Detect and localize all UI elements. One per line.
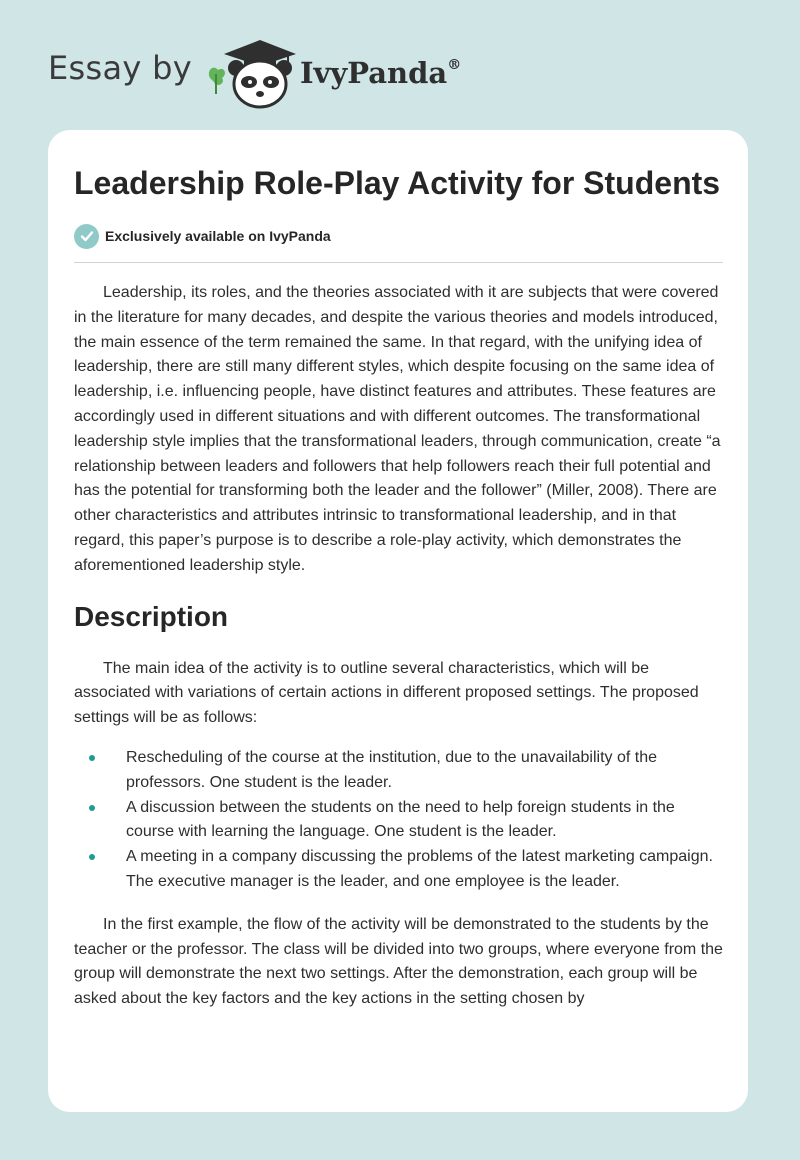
closing-paragraph: In the first example, the flow of the activity will be demonstrated to the students by the teacher or the professor. The class will be divided into two groups, where everyone from the group will demonstrate the next two settings. After the demonstration, each group will be asked about the key factors and the key actions in the setting chosen by xyxy=(74,915,723,1008)
description-paragraph: The main idea of the activity is to outline several characteristics, which will be associated with variations of certain actions in different proposed settings. The proposed settings will be as follows: xyxy=(74,659,699,727)
list-item-text: A discussion between the students on the need to help foreign students in the course with learning the language. One student is the leader. xyxy=(126,798,675,841)
list-item-text: A meeting in a company discussing the problems of the latest marketing campaign. The executive manager is the leader, and one employee is the leader. xyxy=(126,848,713,890)
exclusive-badge xyxy=(74,222,724,250)
section-heading: Description xyxy=(74,600,229,632)
divider xyxy=(74,262,723,263)
settings-list xyxy=(74,746,724,895)
essay-content xyxy=(74,162,724,1012)
list-item-text: Rescheduling of the course at the institution, due to the unavailability of the professors. One student is the leader. xyxy=(126,748,658,791)
brand-name-text: IvyPanda xyxy=(299,56,448,90)
list-item xyxy=(74,796,724,846)
brand-prefix: Essay by xyxy=(48,49,192,87)
check-icon xyxy=(74,224,99,249)
bullet-icon xyxy=(89,805,95,811)
bullet-icon xyxy=(89,854,95,860)
intro-paragraph: Leadership, its roles, and the theories associated with it are subjects that were covered in the literature for many decades, and despite the various theories and models introduced, the main essence of the term remained the same. In that regard, with the unifying idea of leadership, there are still many different styles, which despite focusing on the same idea of leadership, i.e. influencing people, have distinct features and attributes. These features are accordingly used in different situations and with different outcomes. The transformational leadership style implies that the transformational leaders, through communication, create “a relationship between leaders and followers that help followers reach their full potential and has the potential for transforming both the leader and the follower” (Miller, 2008). There are other characteristics and attributes intrinsic to transformational leadership, and in that regard, this paper’s purpose is to describe a role-play activity, which demonstrates the aforementioned leadership style. xyxy=(74,284,721,574)
page-title: Leadership Role-Play Activity for Students xyxy=(74,165,721,201)
bullet-icon xyxy=(89,755,95,761)
list-item xyxy=(74,845,724,895)
brand-header[interactable] xyxy=(48,34,461,110)
list-item xyxy=(74,746,724,796)
exclusive-badge-label: Exclusively available on IvyPanda xyxy=(105,228,331,244)
registered-mark: ® xyxy=(447,57,462,73)
panda-logo-icon xyxy=(204,34,296,110)
brand-name xyxy=(300,56,461,90)
essay-card xyxy=(48,130,748,1112)
